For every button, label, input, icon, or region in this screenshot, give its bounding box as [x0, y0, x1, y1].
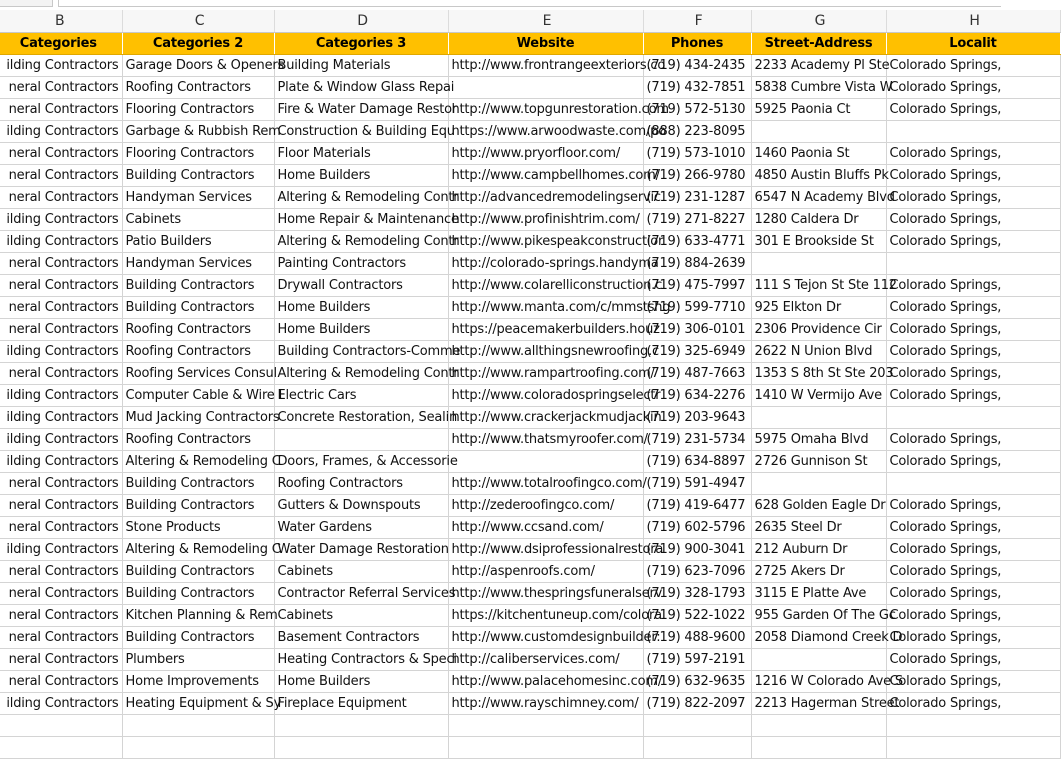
- cell[interactable]: ilding Contractors: [0, 693, 122, 715]
- table-row: [0, 451, 1060, 473]
- cell[interactable]: Contractor Referral Services: [274, 583, 448, 605]
- cell[interactable]: [751, 121, 886, 143]
- cell[interactable]: Roofing Contractors: [122, 341, 274, 363]
- cell[interactable]: Colorado Springs,: [886, 583, 1060, 605]
- cell[interactable]: 1410 W Vermijo Ave: [751, 385, 886, 407]
- cell[interactable]: [448, 77, 643, 99]
- cell[interactable]: Building Contractors: [122, 297, 274, 319]
- cell[interactable]: Colorado Springs,: [886, 671, 1060, 693]
- cell[interactable]: 2635 Steel Dr: [751, 517, 886, 539]
- cell[interactable]: http://www.manta.com/c/mmstshg: [448, 297, 643, 319]
- cell[interactable]: Heating Contractors & Speci: [274, 649, 448, 671]
- cell[interactable]: Roofing Contractors: [122, 429, 274, 451]
- cell[interactable]: Home Builders: [274, 165, 448, 187]
- column-header-g[interactable]: G: [751, 10, 886, 33]
- cell[interactable]: Electric Cars: [274, 385, 448, 407]
- cell[interactable]: ilding Contractors: [0, 451, 122, 473]
- cell[interactable]: 3115 E Platte Ave: [751, 583, 886, 605]
- column-header-b[interactable]: B: [0, 10, 122, 33]
- cell[interactable]: Colorado Springs,: [886, 319, 1060, 341]
- column-header-h[interactable]: H: [886, 10, 1060, 33]
- cell[interactable]: (719) 634-2276: [643, 385, 751, 407]
- cell[interactable]: 925 Elkton Dr: [751, 297, 886, 319]
- cell[interactable]: [751, 473, 886, 495]
- cell[interactable]: Colorado Springs,: [886, 99, 1060, 121]
- table-row: [0, 319, 1060, 341]
- cell[interactable]: (719) 632-9635: [643, 671, 751, 693]
- cell[interactable]: (719) 597-2191: [643, 649, 751, 671]
- cell[interactable]: Kitchen Planning & Rem: [122, 605, 274, 627]
- cell[interactable]: Floor Materials: [274, 143, 448, 165]
- table-row: [0, 209, 1060, 231]
- cell[interactable]: 2213 Hagerman Street: [751, 693, 886, 715]
- table-row: [0, 77, 1060, 99]
- cell[interactable]: Building Contractors: [122, 473, 274, 495]
- cell[interactable]: Garage Doors & Openers: [122, 55, 274, 77]
- header-cell[interactable]: Street-Address: [751, 33, 886, 55]
- cell[interactable]: (888) 223-8095: [643, 121, 751, 143]
- table-row: [0, 297, 1060, 319]
- cell[interactable]: Plumbers: [122, 649, 274, 671]
- table-row: [0, 121, 1060, 143]
- table-row: [0, 275, 1060, 297]
- cell[interactable]: http://www.dsiprofessionalrestora: [448, 539, 643, 561]
- cell[interactable]: (719) 328-1793: [643, 583, 751, 605]
- empty-row: [0, 715, 1060, 737]
- cell[interactable]: Building Contractors: [122, 495, 274, 517]
- cell[interactable]: http://caliberservices.com/: [448, 649, 643, 671]
- cell[interactable]: Colorado Springs,: [886, 275, 1060, 297]
- cell[interactable]: Colorado Springs,: [886, 165, 1060, 187]
- cell[interactable]: http://www.crackerjackmudjackin: [448, 407, 643, 429]
- cell[interactable]: (719) 602-5796: [643, 517, 751, 539]
- table-row: [0, 495, 1060, 517]
- cell[interactable]: [448, 451, 643, 473]
- cell[interactable]: Colorado Springs,: [886, 451, 1060, 473]
- cell[interactable]: Building Contractors-Comme: [274, 341, 448, 363]
- cell[interactable]: (719) 271-8227: [643, 209, 751, 231]
- cell[interactable]: (719) 231-5734: [643, 429, 751, 451]
- table-row: [0, 385, 1060, 407]
- cell[interactable]: [643, 715, 751, 737]
- cell[interactable]: https://kitchentuneup.com/colora: [448, 605, 643, 627]
- cell[interactable]: Colorado Springs,: [886, 77, 1060, 99]
- cell[interactable]: http://www.allthingsnewroofing.c: [448, 341, 643, 363]
- cell[interactable]: 2725 Akers Dr: [751, 561, 886, 583]
- cell[interactable]: ilding Contractors: [0, 55, 122, 77]
- cell[interactable]: Handyman Services: [122, 187, 274, 209]
- cell[interactable]: 5925 Paonia Ct: [751, 99, 886, 121]
- cell[interactable]: Cabinets: [274, 561, 448, 583]
- cell[interactable]: (719) 884-2639: [643, 253, 751, 275]
- cell[interactable]: Home Builders: [274, 297, 448, 319]
- cell[interactable]: (719) 487-7663: [643, 363, 751, 385]
- cell[interactable]: http://www.ccsand.com/: [448, 517, 643, 539]
- cell[interactable]: (719) 325-6949: [643, 341, 751, 363]
- cell[interactable]: http://www.customdesignbuilder:: [448, 627, 643, 649]
- cell[interactable]: Water Gardens: [274, 517, 448, 539]
- cell[interactable]: Altering & Remodeling C: [122, 539, 274, 561]
- cell[interactable]: [751, 253, 886, 275]
- column-header-d[interactable]: D: [274, 10, 448, 33]
- cell[interactable]: neral Contractors: [0, 583, 122, 605]
- cell[interactable]: neral Contractors: [0, 649, 122, 671]
- table-row: [0, 473, 1060, 495]
- column-letters-row: [0, 10, 1060, 33]
- cell[interactable]: 301 E Brookside St: [751, 231, 886, 253]
- cell[interactable]: Colorado Springs,: [886, 231, 1060, 253]
- cell[interactable]: Heating Equipment & Sy: [122, 693, 274, 715]
- cell[interactable]: http://www.thatsmyroofer.com/: [448, 429, 643, 451]
- cell[interactable]: (719) 591-4947: [643, 473, 751, 495]
- cell[interactable]: [886, 121, 1060, 143]
- cell[interactable]: 2233 Academy Pl Ste: [751, 55, 886, 77]
- cell[interactable]: http://advancedremodelingservic: [448, 187, 643, 209]
- cell[interactable]: Colorado Springs,: [886, 363, 1060, 385]
- cell[interactable]: [751, 407, 886, 429]
- cell[interactable]: Home Repair & Maintenance: [274, 209, 448, 231]
- cell[interactable]: Building Contractors: [122, 583, 274, 605]
- cell[interactable]: Patio Builders: [122, 231, 274, 253]
- cell[interactable]: [751, 715, 886, 737]
- cell[interactable]: Flooring Contractors: [122, 143, 274, 165]
- cell[interactable]: Cabinets: [274, 605, 448, 627]
- cell[interactable]: http://www.rampartroofing.com/: [448, 363, 643, 385]
- cell[interactable]: [0, 715, 122, 737]
- cell[interactable]: (719) 634-8897: [643, 451, 751, 473]
- table-row: [0, 517, 1060, 539]
- cell[interactable]: http://www.frontrangeexteriors.co: [448, 55, 643, 77]
- cell[interactable]: [886, 253, 1060, 275]
- table-row: [0, 187, 1060, 209]
- cell[interactable]: [886, 407, 1060, 429]
- cell[interactable]: (719) 522-1022: [643, 605, 751, 627]
- table-row: [0, 693, 1060, 715]
- cell[interactable]: 6547 N Academy Blvd: [751, 187, 886, 209]
- column-header-f[interactable]: F: [643, 10, 751, 33]
- cell[interactable]: 5838 Cumbre Vista W: [751, 77, 886, 99]
- cell[interactable]: Altering & Remodeling C: [122, 451, 274, 473]
- table-row: [0, 627, 1060, 649]
- cell[interactable]: http://www.profinishtrim.com/: [448, 209, 643, 231]
- table-row: [0, 583, 1060, 605]
- cell[interactable]: 212 Auburn Dr: [751, 539, 886, 561]
- cell[interactable]: [274, 715, 448, 737]
- cell[interactable]: 955 Garden Of The Gc: [751, 605, 886, 627]
- cell[interactable]: ilding Contractors: [0, 429, 122, 451]
- cell[interactable]: neral Contractors: [0, 495, 122, 517]
- cell[interactable]: Basement Contractors: [274, 627, 448, 649]
- table-row: [0, 649, 1060, 671]
- cell[interactable]: neral Contractors: [0, 627, 122, 649]
- cell[interactable]: 1216 W Colorado Ave S: [751, 671, 886, 693]
- cell[interactable]: [751, 649, 886, 671]
- cell[interactable]: 2726 Gunnison St: [751, 451, 886, 473]
- cell[interactable]: http://www.colarelliconstruction.c: [448, 275, 643, 297]
- cell[interactable]: http://www.thespringsfuneralserv: [448, 583, 643, 605]
- cell[interactable]: 2306 Providence Cir: [751, 319, 886, 341]
- cell[interactable]: ilding Contractors: [0, 209, 122, 231]
- cell[interactable]: ilding Contractors: [0, 385, 122, 407]
- cell[interactable]: neral Contractors: [0, 561, 122, 583]
- table-row: [0, 561, 1060, 583]
- cell[interactable]: (719) 306-0101: [643, 319, 751, 341]
- cell[interactable]: http://zederoofingco.com/: [448, 495, 643, 517]
- cell[interactable]: (719) 432-7851: [643, 77, 751, 99]
- table-row: [0, 539, 1060, 561]
- cell[interactable]: Home Builders: [274, 319, 448, 341]
- cell[interactable]: http://www.pikespeakconstructior: [448, 231, 643, 253]
- cell[interactable]: (719) 900-3041: [643, 539, 751, 561]
- cell[interactable]: Home Improvements: [122, 671, 274, 693]
- cell[interactable]: Handyman Services: [122, 253, 274, 275]
- cell[interactable]: neral Contractors: [0, 165, 122, 187]
- cell[interactable]: http://www.topgunrestoration.com: [448, 99, 643, 121]
- cell[interactable]: Colorado Springs,: [886, 561, 1060, 583]
- table-row: [0, 407, 1060, 429]
- table-row: [0, 429, 1060, 451]
- cell[interactable]: Roofing Contractors: [122, 319, 274, 341]
- cell[interactable]: neral Contractors: [0, 297, 122, 319]
- formula-bar-strip: [0, 0, 1000, 10]
- cell[interactable]: neral Contractors: [0, 253, 122, 275]
- cell[interactable]: https://peacemakerbuilders.houz: [448, 319, 643, 341]
- cell[interactable]: Colorado Springs,: [886, 143, 1060, 165]
- cell[interactable]: neral Contractors: [0, 605, 122, 627]
- formula-bar[interactable]: [58, 0, 1001, 7]
- cell[interactable]: Altering & Remodeling Contr: [274, 187, 448, 209]
- header-cell[interactable]: Categories 3: [274, 33, 448, 55]
- table-row: [0, 253, 1060, 275]
- worksheet-grid[interactable]: [0, 10, 1061, 759]
- cell[interactable]: [274, 737, 448, 759]
- cell[interactable]: neral Contractors: [0, 517, 122, 539]
- cell[interactable]: Colorado Springs,: [886, 429, 1060, 451]
- cell[interactable]: [643, 737, 751, 759]
- cell[interactable]: neral Contractors: [0, 143, 122, 165]
- cell[interactable]: Building Contractors: [122, 561, 274, 583]
- cell[interactable]: 2622 N Union Blvd: [751, 341, 886, 363]
- cell[interactable]: (719) 573-1010: [643, 143, 751, 165]
- table-row: [0, 363, 1060, 385]
- cell[interactable]: Painting Contractors: [274, 253, 448, 275]
- cell[interactable]: (719) 475-7997: [643, 275, 751, 297]
- cell[interactable]: ilding Contractors: [0, 121, 122, 143]
- cell[interactable]: Mud Jacking Contractors: [122, 407, 274, 429]
- cell[interactable]: Roofing Contractors: [122, 77, 274, 99]
- cell[interactable]: Altering & Remodeling Contr: [274, 363, 448, 385]
- cell[interactable]: Computer Cable & Wire I: [122, 385, 274, 407]
- cell[interactable]: [886, 473, 1060, 495]
- cell[interactable]: Colorado Springs,: [886, 297, 1060, 319]
- cell[interactable]: http://aspenroofs.com/: [448, 561, 643, 583]
- cell[interactable]: [122, 715, 274, 737]
- cell[interactable]: 1460 Paonia St: [751, 143, 886, 165]
- cell[interactable]: Colorado Springs,: [886, 539, 1060, 561]
- cell[interactable]: (719) 623-7096: [643, 561, 751, 583]
- cell[interactable]: Water Damage Restoration: [274, 539, 448, 561]
- cell[interactable]: http://www.palacehomesinc.com/: [448, 671, 643, 693]
- cell[interactable]: neral Contractors: [0, 473, 122, 495]
- cell[interactable]: Stone Products: [122, 517, 274, 539]
- cell[interactable]: Fire & Water Damage Restor: [274, 99, 448, 121]
- cell[interactable]: 5975 Omaha Blvd: [751, 429, 886, 451]
- cell[interactable]: Colorado Springs,: [886, 517, 1060, 539]
- cell[interactable]: Gutters & Downspouts: [274, 495, 448, 517]
- cell[interactable]: 4850 Austin Bluffs Pk: [751, 165, 886, 187]
- cell[interactable]: neral Contractors: [0, 99, 122, 121]
- cell[interactable]: neral Contractors: [0, 319, 122, 341]
- cell[interactable]: [448, 715, 643, 737]
- cell[interactable]: [448, 737, 643, 759]
- cell[interactable]: Drywall Contractors: [274, 275, 448, 297]
- cell[interactable]: Cabinets: [122, 209, 274, 231]
- cell[interactable]: [886, 715, 1060, 737]
- cell[interactable]: Garbage & Rubbish Rem: [122, 121, 274, 143]
- cell[interactable]: http://colorado-springs.handyma: [448, 253, 643, 275]
- cell[interactable]: Colorado Springs,: [886, 55, 1060, 77]
- table-row: [0, 99, 1060, 121]
- cell[interactable]: Doors, Frames, & Accessorie: [274, 451, 448, 473]
- cell[interactable]: Colorado Springs,: [886, 627, 1060, 649]
- cell[interactable]: Colorado Springs,: [886, 209, 1060, 231]
- cell[interactable]: (719) 633-4771: [643, 231, 751, 253]
- header-row: [0, 33, 1060, 55]
- cell[interactable]: https://www.arwoodwaste.com/po: [448, 121, 643, 143]
- header-cell[interactable]: Website: [448, 33, 643, 55]
- cell[interactable]: (719) 572-5130: [643, 99, 751, 121]
- table-row: [0, 55, 1060, 77]
- cell[interactable]: 1280 Caldera Dr: [751, 209, 886, 231]
- cell[interactable]: (719) 203-9643: [643, 407, 751, 429]
- cell[interactable]: (719) 488-9600: [643, 627, 751, 649]
- cell[interactable]: Plate & Window Glass Repai: [274, 77, 448, 99]
- table-row: [0, 605, 1060, 627]
- table-row: [0, 341, 1060, 363]
- cell[interactable]: (719) 599-7710: [643, 297, 751, 319]
- header-cell[interactable]: Localit: [886, 33, 1060, 55]
- cell[interactable]: 111 S Tejon St Ste 112: [751, 275, 886, 297]
- cell[interactable]: http://www.coloradospringselectr: [448, 385, 643, 407]
- cell[interactable]: Roofing Contractors: [274, 473, 448, 495]
- cell[interactable]: [751, 737, 886, 759]
- cell[interactable]: http://www.campbellhomes.com/: [448, 165, 643, 187]
- cell[interactable]: Colorado Springs,: [886, 649, 1060, 671]
- cell[interactable]: Colorado Springs,: [886, 605, 1060, 627]
- cell[interactable]: [274, 429, 448, 451]
- cell[interactable]: Colorado Springs,: [886, 187, 1060, 209]
- cell[interactable]: (719) 419-6477: [643, 495, 751, 517]
- cell[interactable]: Colorado Springs,: [886, 495, 1060, 517]
- cell[interactable]: ilding Contractors: [0, 341, 122, 363]
- cell[interactable]: Colorado Springs,: [886, 385, 1060, 407]
- cell[interactable]: [0, 737, 122, 759]
- name-box[interactable]: [0, 0, 53, 7]
- table-row: [0, 143, 1060, 165]
- cell[interactable]: [886, 737, 1060, 759]
- cell[interactable]: neral Contractors: [0, 77, 122, 99]
- cell[interactable]: Home Builders: [274, 671, 448, 693]
- cell[interactable]: (719) 822-2097: [643, 693, 751, 715]
- cell[interactable]: Building Materials: [274, 55, 448, 77]
- column-header-c[interactable]: C: [122, 10, 274, 33]
- empty-row: [0, 737, 1060, 759]
- table-row: [0, 165, 1060, 187]
- cell[interactable]: ilding Contractors: [0, 539, 122, 561]
- cell[interactable]: [122, 737, 274, 759]
- cell[interactable]: Building Contractors: [122, 165, 274, 187]
- cell[interactable]: ilding Contractors: [0, 231, 122, 253]
- cell[interactable]: neral Contractors: [0, 275, 122, 297]
- cell[interactable]: 2058 Diamond Creek D: [751, 627, 886, 649]
- header-cell[interactable]: Phones: [643, 33, 751, 55]
- cell[interactable]: 628 Golden Eagle Dr: [751, 495, 886, 517]
- cell[interactable]: (719) 231-1287: [643, 187, 751, 209]
- cell[interactable]: Construction & Building Equ: [274, 121, 448, 143]
- cell[interactable]: neral Contractors: [0, 187, 122, 209]
- cell[interactable]: Altering & Remodeling Contr: [274, 231, 448, 253]
- cell[interactable]: http://www.pryorfloor.com/: [448, 143, 643, 165]
- cell[interactable]: (719) 434-2435: [643, 55, 751, 77]
- cell[interactable]: Colorado Springs,: [886, 693, 1060, 715]
- cell[interactable]: Concrete Restoration, Sealin: [274, 407, 448, 429]
- table-row: [0, 671, 1060, 693]
- cell[interactable]: ilding Contractors: [0, 407, 122, 429]
- header-cell[interactable]: Categories 2: [122, 33, 274, 55]
- header-cell[interactable]: Categories: [0, 33, 122, 55]
- cell[interactable]: http://www.totalroofingco.com/: [448, 473, 643, 495]
- cell[interactable]: Colorado Springs,: [886, 341, 1060, 363]
- table-row: [0, 231, 1060, 253]
- cell[interactable]: http://www.rayschimney.com/: [448, 693, 643, 715]
- column-header-e[interactable]: E: [448, 10, 643, 33]
- cell[interactable]: Fireplace Equipment: [274, 693, 448, 715]
- cell[interactable]: Building Contractors: [122, 275, 274, 297]
- cell[interactable]: neral Contractors: [0, 671, 122, 693]
- cell[interactable]: (719) 266-9780: [643, 165, 751, 187]
- cell[interactable]: 1353 S 8th St Ste 203: [751, 363, 886, 385]
- cell[interactable]: Roofing Services Consul: [122, 363, 274, 385]
- cell[interactable]: Building Contractors: [122, 627, 274, 649]
- cell[interactable]: Flooring Contractors: [122, 99, 274, 121]
- cell[interactable]: neral Contractors: [0, 363, 122, 385]
